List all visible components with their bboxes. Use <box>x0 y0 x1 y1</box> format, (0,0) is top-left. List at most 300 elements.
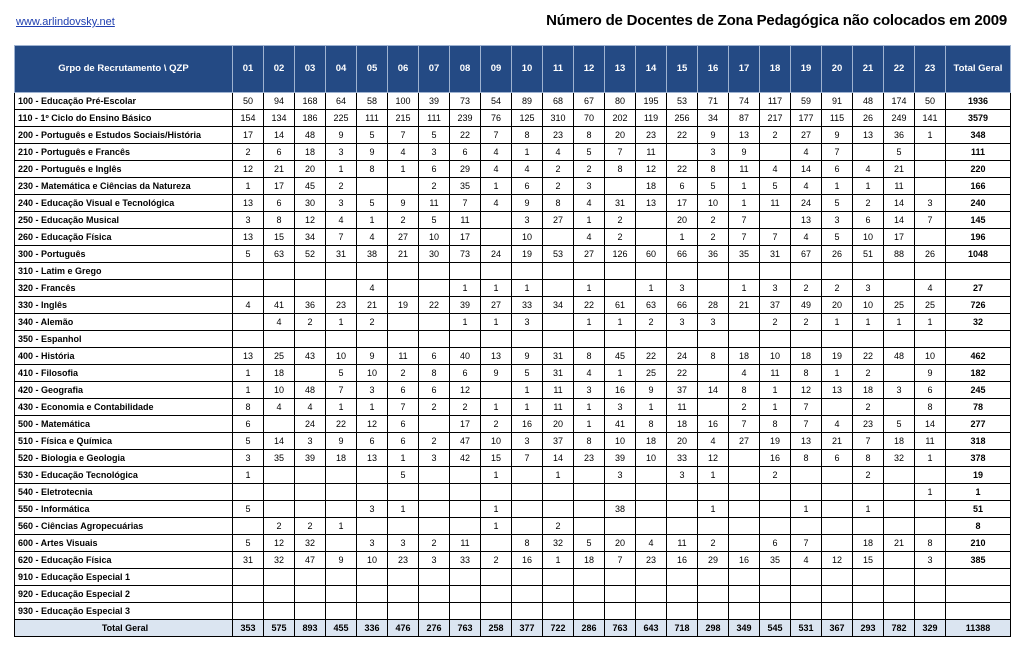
table-cell: 47 <box>295 552 326 569</box>
row-total-cell: 318 <box>946 433 1011 450</box>
table-cell: 1 <box>574 416 605 433</box>
table-cell: 1 <box>233 178 264 195</box>
table-cell: 256 <box>667 110 698 127</box>
table-cell: 9 <box>388 195 419 212</box>
table-cell: 3 <box>419 552 450 569</box>
table-cell: 25 <box>884 297 915 314</box>
table-cell <box>884 263 915 280</box>
table-cell: 17 <box>884 229 915 246</box>
table-cell <box>667 144 698 161</box>
table-cell: 71 <box>698 93 729 110</box>
table-cell: 1 <box>326 161 357 178</box>
table-cell: 100 <box>388 93 419 110</box>
table-cell: 6 <box>450 365 481 382</box>
table-cell <box>729 484 760 501</box>
table-row <box>15 382 1011 399</box>
table-cell: 16 <box>512 552 543 569</box>
table-cell: 5 <box>326 365 357 382</box>
column-header-qzp: 02 <box>264 46 295 93</box>
table-cell: 7 <box>450 195 481 212</box>
row-total-cell: 19 <box>946 467 1011 484</box>
table-cell <box>326 569 357 586</box>
table-row <box>15 212 1011 229</box>
table-cell: 36 <box>884 127 915 144</box>
table-cell <box>915 586 946 603</box>
table-cell <box>264 603 295 620</box>
table-cell: 21 <box>729 297 760 314</box>
table-cell: 36 <box>295 297 326 314</box>
table-cell <box>822 501 853 518</box>
table-cell <box>419 586 450 603</box>
table-cell <box>450 331 481 348</box>
table-cell <box>388 178 419 195</box>
table-cell <box>419 518 450 535</box>
table-cell: 29 <box>698 552 729 569</box>
table-cell: 3 <box>326 195 357 212</box>
table-cell <box>915 178 946 195</box>
table-cell: 16 <box>729 552 760 569</box>
table-cell: 13 <box>233 195 264 212</box>
table-cell: 21 <box>884 161 915 178</box>
table-cell <box>295 586 326 603</box>
table-cell: 4 <box>326 212 357 229</box>
table-cell: 3 <box>357 382 388 399</box>
table-cell: 1 <box>605 314 636 331</box>
table-cell: 6 <box>822 161 853 178</box>
table-cell <box>605 484 636 501</box>
table-cell: 31 <box>760 246 791 263</box>
column-header-qzp: 08 <box>450 46 481 93</box>
row-label: 320 - Francês <box>15 280 233 297</box>
table-cell <box>853 263 884 280</box>
table-cell <box>543 586 574 603</box>
table-cell <box>884 280 915 297</box>
table-cell <box>326 331 357 348</box>
table-cell: 4 <box>233 297 264 314</box>
table-cell: 1 <box>698 501 729 518</box>
table-cell <box>915 229 946 246</box>
table-cell: 1 <box>543 467 574 484</box>
table-cell: 15 <box>481 450 512 467</box>
table-cell <box>264 569 295 586</box>
row-total-cell <box>946 586 1011 603</box>
table-cell: 893 <box>295 620 326 637</box>
column-header-qzp: 17 <box>729 46 760 93</box>
row-label: 400 - História <box>15 348 233 365</box>
table-cell: 21 <box>388 246 419 263</box>
row-label: 200 - Português e Estudos Sociais/História <box>15 127 233 144</box>
table-cell: 2 <box>791 280 822 297</box>
table-cell: 68 <box>543 93 574 110</box>
table-cell: 39 <box>605 450 636 467</box>
table-cell: 9 <box>357 144 388 161</box>
table-cell <box>295 280 326 297</box>
table-cell: 1 <box>729 178 760 195</box>
table-cell: 25 <box>915 297 946 314</box>
table-cell: 5 <box>388 467 419 484</box>
table-row <box>15 416 1011 433</box>
table-cell: 38 <box>357 246 388 263</box>
table-cell <box>357 569 388 586</box>
row-total-cell: 277 <box>946 416 1011 433</box>
table-cell: 3 <box>574 382 605 399</box>
row-total-cell: 1 <box>946 484 1011 501</box>
table-cell: 1 <box>574 314 605 331</box>
row-total-cell: 220 <box>946 161 1011 178</box>
table-cell <box>264 586 295 603</box>
row-label: 100 - Educação Pré-Escolar <box>15 93 233 110</box>
table-cell <box>574 586 605 603</box>
table-cell <box>512 331 543 348</box>
table-cell: 1 <box>481 501 512 518</box>
table-cell: 22 <box>667 161 698 178</box>
table-cell: 26 <box>915 246 946 263</box>
table-cell: 42 <box>450 450 481 467</box>
table-cell: 3 <box>822 212 853 229</box>
table-cell: 2 <box>698 212 729 229</box>
table-cell <box>357 178 388 195</box>
table-cell: 134 <box>264 110 295 127</box>
table-cell: 8 <box>791 365 822 382</box>
table-cell: 9 <box>512 348 543 365</box>
table-cell: 13 <box>233 229 264 246</box>
table-cell <box>667 484 698 501</box>
page-title: Número de Docentes de Zona Pedagógica não colocados em 2009 <box>546 12 1007 29</box>
table-cell <box>915 501 946 518</box>
table-cell: 3 <box>357 535 388 552</box>
table-cell: 8 <box>264 212 295 229</box>
table-cell <box>791 331 822 348</box>
table-cell: 6 <box>419 161 450 178</box>
table-cell: 1 <box>512 399 543 416</box>
table-cell: 2 <box>760 127 791 144</box>
table-cell: 49 <box>791 297 822 314</box>
table-cell: 27 <box>388 229 419 246</box>
table-cell <box>481 603 512 620</box>
table-cell: 22 <box>450 127 481 144</box>
table-cell: 1 <box>388 501 419 518</box>
table-cell: 23 <box>853 416 884 433</box>
table-cell: 5 <box>357 127 388 144</box>
table-cell: 58 <box>357 93 388 110</box>
table-cell: 5 <box>574 144 605 161</box>
table-cell: 1 <box>729 195 760 212</box>
table-cell <box>357 484 388 501</box>
table-cell: 5 <box>698 178 729 195</box>
row-label: 340 - Alemão <box>15 314 233 331</box>
table-cell <box>295 263 326 280</box>
table-cell: 10 <box>264 382 295 399</box>
table-cell <box>574 501 605 518</box>
column-header-qzp: 04 <box>326 46 357 93</box>
table-cell: 19 <box>822 348 853 365</box>
table-cell: 4 <box>574 195 605 212</box>
row-label: 600 - Artes Visuais <box>15 535 233 552</box>
table-cell: 10 <box>853 297 884 314</box>
table-cell: 88 <box>884 246 915 263</box>
table-cell <box>915 161 946 178</box>
table-cell: 3 <box>698 144 729 161</box>
column-header-total: Total Geral <box>946 46 1011 93</box>
table-cell: 2 <box>419 178 450 195</box>
table-cell <box>853 603 884 620</box>
table-cell: 48 <box>884 348 915 365</box>
table-cell: 1 <box>233 382 264 399</box>
table-cell: 3 <box>915 552 946 569</box>
table-cell: 10 <box>853 229 884 246</box>
table-cell: 14 <box>884 195 915 212</box>
table-cell: 18 <box>574 552 605 569</box>
table-cell: 53 <box>667 93 698 110</box>
table-cell <box>884 331 915 348</box>
table-cell <box>450 569 481 586</box>
table-cell: 1 <box>543 552 574 569</box>
row-label: 250 - Educação Musical <box>15 212 233 229</box>
table-cell: 6 <box>822 450 853 467</box>
table-cell: 24 <box>481 246 512 263</box>
table-cell <box>698 603 729 620</box>
table-cell: 1 <box>357 212 388 229</box>
column-header-qzp: 18 <box>760 46 791 93</box>
table-cell <box>326 603 357 620</box>
row-label: 560 - Ciências Agropecuárias <box>15 518 233 535</box>
table-cell <box>667 518 698 535</box>
table-cell: 36 <box>698 246 729 263</box>
table-cell: 4 <box>295 399 326 416</box>
table-cell: 718 <box>667 620 698 637</box>
table-cell: 2 <box>419 535 450 552</box>
table-cell <box>326 586 357 603</box>
table-cell: 9 <box>636 382 667 399</box>
table-cell: 33 <box>667 450 698 467</box>
table-cell: 24 <box>791 195 822 212</box>
table-cell: 1 <box>853 314 884 331</box>
row-total-cell: 11388 <box>946 620 1011 637</box>
column-header-qzp: 19 <box>791 46 822 93</box>
table-cell: 195 <box>636 93 667 110</box>
table-cell <box>636 331 667 348</box>
table-cell <box>884 365 915 382</box>
row-total-cell <box>946 331 1011 348</box>
site-link[interactable]: www.arlindovsky.net <box>16 16 115 28</box>
table-cell <box>729 331 760 348</box>
table-cell <box>326 484 357 501</box>
table-cell: 16 <box>698 416 729 433</box>
table-cell <box>326 263 357 280</box>
table-cell: 13 <box>853 127 884 144</box>
table-cell: 39 <box>295 450 326 467</box>
table-cell <box>698 586 729 603</box>
table-cell: 7 <box>853 433 884 450</box>
table-cell: 22 <box>574 297 605 314</box>
table-cell <box>698 518 729 535</box>
table-cell: 177 <box>791 110 822 127</box>
table-cell: 5 <box>884 416 915 433</box>
column-header-qzp: 06 <box>388 46 419 93</box>
row-total-cell: 726 <box>946 297 1011 314</box>
table-cell: 19 <box>388 297 419 314</box>
table-cell: 89 <box>512 93 543 110</box>
table-cell: 23 <box>388 552 419 569</box>
table-cell: 12 <box>264 535 295 552</box>
table-cell: 4 <box>543 144 574 161</box>
table-cell: 18 <box>636 178 667 195</box>
table-cell: 73 <box>450 93 481 110</box>
table-cell: 9 <box>326 552 357 569</box>
table-cell: 13 <box>729 127 760 144</box>
table-cell: 2 <box>729 399 760 416</box>
table-cell: 66 <box>667 246 698 263</box>
row-total-cell <box>946 603 1011 620</box>
table-cell <box>295 484 326 501</box>
table-cell: 1 <box>512 280 543 297</box>
table-cell: 6 <box>233 416 264 433</box>
column-header-qzp: 14 <box>636 46 667 93</box>
table-cell <box>791 518 822 535</box>
table-cell: 15 <box>853 552 884 569</box>
table-cell: 45 <box>295 178 326 195</box>
table-cell <box>915 263 946 280</box>
table-cell: 20 <box>667 433 698 450</box>
table-cell <box>636 569 667 586</box>
table-cell: 353 <box>233 620 264 637</box>
table-cell: 10 <box>419 229 450 246</box>
table-cell: 4 <box>357 229 388 246</box>
table-row <box>15 297 1011 314</box>
table-cell <box>388 280 419 297</box>
table-cell <box>698 280 729 297</box>
table-cell: 7 <box>605 144 636 161</box>
table-cell: 2 <box>419 433 450 450</box>
table-cell: 3 <box>512 314 543 331</box>
table-cell <box>605 331 636 348</box>
table-cell <box>512 569 543 586</box>
table-cell: 643 <box>636 620 667 637</box>
table-cell: 5 <box>822 229 853 246</box>
table-cell: 13 <box>791 212 822 229</box>
table-cell: 8 <box>512 127 543 144</box>
table-cell: 14 <box>884 212 915 229</box>
table-cell: 4 <box>853 161 884 178</box>
table-cell: 9 <box>698 127 729 144</box>
table-row <box>15 399 1011 416</box>
table-cell: 545 <box>760 620 791 637</box>
table-cell <box>698 331 729 348</box>
row-total-cell: 240 <box>946 195 1011 212</box>
table-cell: 8 <box>574 348 605 365</box>
table-cell: 13 <box>791 433 822 450</box>
table-cell: 6 <box>667 178 698 195</box>
table-cell <box>605 263 636 280</box>
table-cell: 531 <box>791 620 822 637</box>
table-cell: 7 <box>791 535 822 552</box>
table-cell: 1 <box>233 365 264 382</box>
table-cell: 6 <box>760 535 791 552</box>
row-label: 330 - Inglês <box>15 297 233 314</box>
table-cell: 1 <box>388 450 419 467</box>
table-cell <box>264 263 295 280</box>
table-cell: 14 <box>698 382 729 399</box>
table-cell: 2 <box>543 161 574 178</box>
table-cell: 4 <box>481 161 512 178</box>
table-cell: 115 <box>822 110 853 127</box>
table-cell <box>481 484 512 501</box>
table-cell: 111 <box>357 110 388 127</box>
table-cell <box>760 263 791 280</box>
table-cell <box>698 399 729 416</box>
table-cell <box>512 518 543 535</box>
table-cell: 2 <box>760 314 791 331</box>
table-cell <box>388 484 419 501</box>
table-cell: 76 <box>481 110 512 127</box>
row-label: 530 - Educação Tecnológica <box>15 467 233 484</box>
table-cell: 4 <box>791 144 822 161</box>
table-cell <box>636 518 667 535</box>
table-cell <box>233 484 264 501</box>
row-total-cell <box>946 569 1011 586</box>
table-cell: 8 <box>233 399 264 416</box>
table-cell: 5 <box>884 144 915 161</box>
table-cell: 37 <box>667 382 698 399</box>
row-total-cell: 182 <box>946 365 1011 382</box>
table-cell: 367 <box>822 620 853 637</box>
table-cell: 111 <box>419 110 450 127</box>
table-cell: 27 <box>543 212 574 229</box>
column-header-qzp: 13 <box>605 46 636 93</box>
table-cell: 2 <box>822 280 853 297</box>
table-cell <box>636 263 667 280</box>
table-row <box>15 348 1011 365</box>
table-cell: 12 <box>636 161 667 178</box>
table-cell: 30 <box>295 195 326 212</box>
table-cell <box>667 501 698 518</box>
table-cell <box>760 144 791 161</box>
table-cell: 22 <box>326 416 357 433</box>
table-cell <box>574 331 605 348</box>
table-cell: 8 <box>357 161 388 178</box>
table-cell: 35 <box>760 552 791 569</box>
table-cell: 13 <box>481 348 512 365</box>
table-cell: 17 <box>667 195 698 212</box>
table-cell: 3 <box>419 450 450 467</box>
table-cell <box>295 569 326 586</box>
table-cell <box>233 314 264 331</box>
table-cell: 3 <box>233 212 264 229</box>
table-cell: 32 <box>264 552 295 569</box>
row-label: 910 - Educação Especial 1 <box>15 569 233 586</box>
table-cell: 35 <box>264 450 295 467</box>
table-cell: 3 <box>574 178 605 195</box>
table-row <box>15 110 1011 127</box>
table-cell: 4 <box>481 195 512 212</box>
table-cell: 8 <box>698 348 729 365</box>
table-cell: 6 <box>357 433 388 450</box>
table-cell: 4 <box>574 365 605 382</box>
table-cell <box>760 501 791 518</box>
table-cell <box>729 535 760 552</box>
table-cell: 6 <box>264 144 295 161</box>
table-cell <box>884 518 915 535</box>
column-header-qzp: 03 <box>295 46 326 93</box>
table-cell: 329 <box>915 620 946 637</box>
table-cell: 27 <box>791 127 822 144</box>
table-cell: 126 <box>605 246 636 263</box>
table-cell <box>512 603 543 620</box>
table-cell: 18 <box>853 382 884 399</box>
table-cell: 3 <box>357 501 388 518</box>
table-cell: 239 <box>450 110 481 127</box>
table-cell: 349 <box>729 620 760 637</box>
